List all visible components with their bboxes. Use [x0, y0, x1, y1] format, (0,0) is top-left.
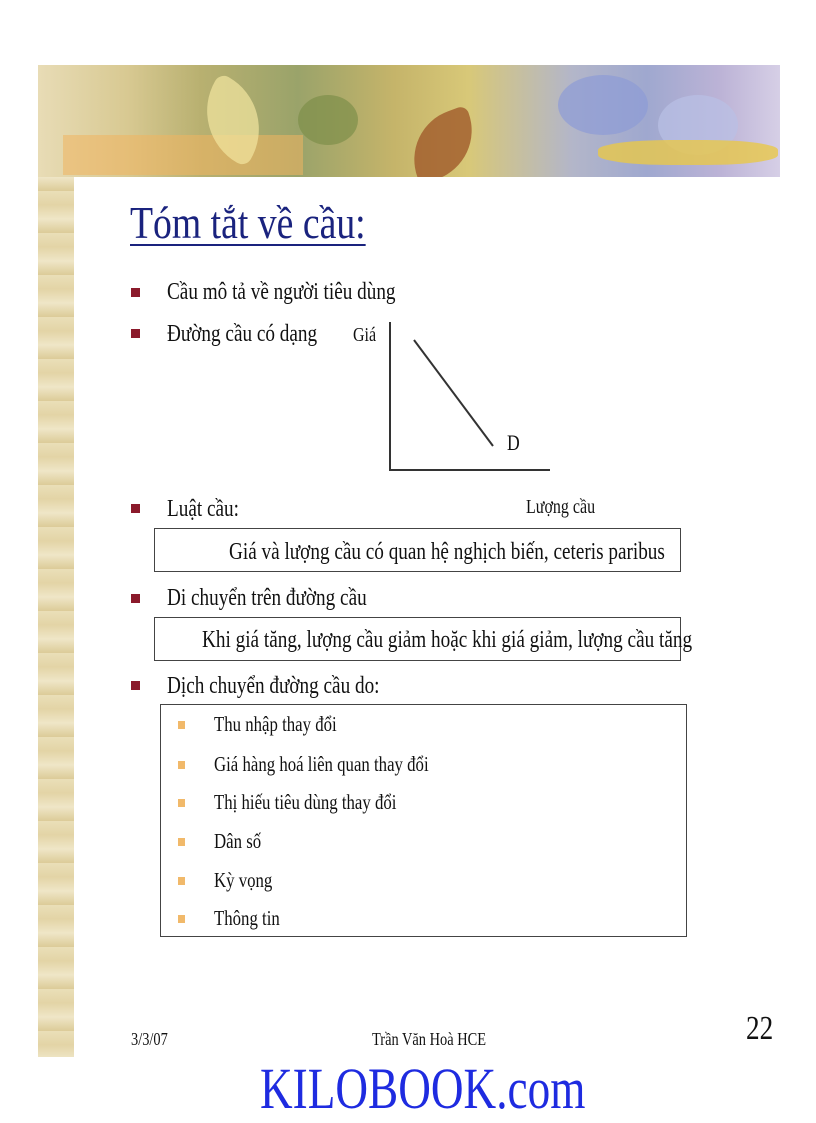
sub-bullet-marker — [178, 761, 185, 769]
shift-factor-item: Dân số — [214, 829, 262, 853]
bullet-marker — [131, 681, 140, 690]
chart-y-axis-label: Giá — [353, 324, 377, 346]
bullet-text: Luật cầu: — [167, 496, 239, 522]
footer-author: Trần Văn Hoà HCE — [372, 1029, 486, 1049]
sub-bullet-marker — [178, 915, 185, 923]
demand-curve-label: D — [507, 430, 520, 455]
sub-bullet-marker — [178, 799, 185, 807]
page-number: 22 — [746, 1010, 774, 1047]
bullet-marker — [131, 288, 140, 297]
slide-title: Tóm tắt về cầu: — [130, 197, 366, 248]
chart-x-axis-label: Lượng cầu — [526, 496, 596, 518]
watermark-link[interactable]: KILOBOOK.com — [260, 1056, 586, 1121]
shift-factor-item: Thị hiếu tiêu dùng thay đổi — [214, 790, 397, 814]
bullet-marker — [131, 504, 140, 513]
bullet-text: Cầu mô tả về người tiêu dùng — [167, 279, 396, 305]
bullet-text: Đường cầu có dạng — [167, 321, 318, 347]
shift-factor-item: Thu nhập thay đổi — [214, 712, 337, 736]
sub-bullet-marker — [178, 838, 185, 846]
footer-date: 3/3/07 — [131, 1029, 168, 1049]
bullet-marker — [131, 329, 140, 338]
sub-bullet-marker — [178, 877, 185, 885]
bullet-marker — [131, 594, 140, 603]
demand-curve-line — [414, 340, 493, 446]
shift-factor-item: Giá hàng hoá liên quan thay đổi — [214, 752, 429, 776]
shift-factors-box — [160, 704, 687, 937]
shift-factor-item: Thông tin — [214, 906, 280, 930]
shift-factor-item: Kỳ vọng — [214, 868, 273, 892]
law-of-demand-text: Giá và lượng cầu có quan hệ nghịch biến, ceteris paribus — [229, 539, 665, 565]
movement-text: Khi giá tăng, lượng cầu giảm hoặc khi giá giảm, lượng cầu tăng — [202, 627, 693, 653]
decorative-banner-image — [38, 65, 780, 177]
decorative-left-strip — [38, 65, 74, 1057]
bullet-text: Dịch chuyển đường cầu do: — [167, 673, 380, 699]
sub-bullet-marker — [178, 721, 185, 729]
bullet-text: Di chuyển trên đường cầu — [167, 585, 367, 611]
